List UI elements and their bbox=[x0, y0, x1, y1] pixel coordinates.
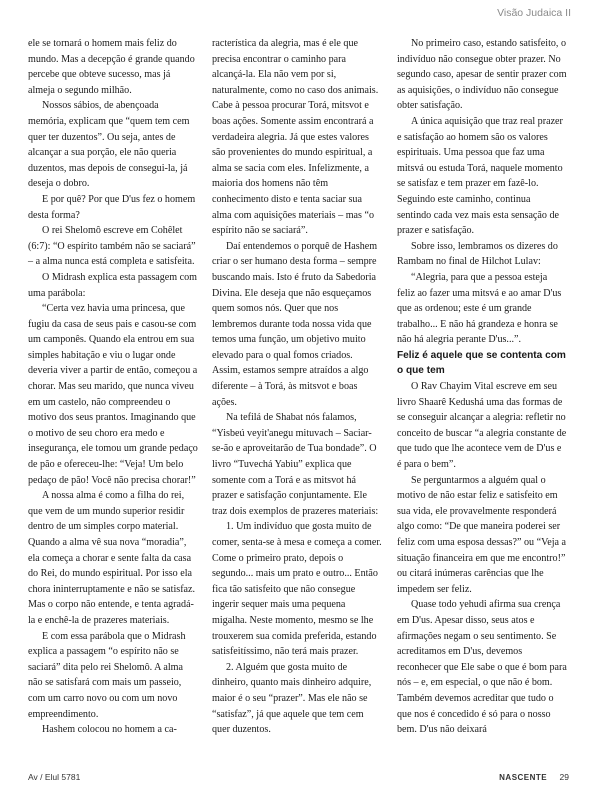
page-number: 29 bbox=[559, 772, 569, 782]
paragraph: 2. Alguém que gosta muito de dinheiro, quanto mais dinheiro adquire, maior é o seu “prazer”. Mas ele não se “satisfaz”, já que aquele que tem cem quer duzentos. bbox=[212, 661, 372, 736]
paragraph: Nossos sábios, de abençoada memória, explicam que “quem tem cem quer ter duzentos”. Ou seja, antes de alcançar a sua porção, ele não queria duzentos, mas depois de consegui-la, já deseja o dobro. bbox=[28, 100, 190, 190]
paragraph: A única aquisição que traz real prazer e satisfação ao homem são os valores espirituais. Uma pessoa que faz uma mitsvá ou estuda Torá, naquele momento se satisfaz e tem prazer em fazê-lo. Seguindo este caminho, continua sentindo cada vez mais esta sensação de prazer e satisfação. bbox=[397, 115, 563, 237]
paragraph: Hashem colocou no homem a ca- bbox=[42, 724, 177, 736]
paragraph: Daí entendemos o porquê de Hashem criar o ser humano desta forma – sempre buscando mais. Isto é fruto da Sabedoria Divina. Ele deseja que não esqueçamos quem somos nós. Quer que nos lembremos durante toda nossa vida que temos uma função, um objetivo muito elevado para o qual fomos criados. Assim, estamos sempre atraídos a algo diferente – à Torá, às mitsvot e boas ações. bbox=[212, 240, 378, 408]
column-3 bbox=[397, 36, 567, 738]
paragraph: No primeiro caso, estando satisfeito, o indivíduo não consegue obter prazer. No segundo caso, apesar de sentir prazer com as aquisições, o indivíduo não consegue obter satisfação. bbox=[397, 38, 567, 112]
magazine-logo: NASCENTE bbox=[499, 773, 548, 782]
column-1 bbox=[28, 36, 198, 738]
paragraph: Sobre isso, lembramos os dizeres do Rambam no final de Hilchot Lulav: bbox=[397, 240, 558, 268]
paragraph: “Certa vez havia uma princesa, que fugiu da casa de seus pais e casou-se com um camponês. Quando ela entrou em sua simples habitação e viu o lugar onde deveria viver a partir de então, começou a chorar. Mas seu marido, que nunca viveu em um castelo, não compreendeu o motivo dos seus prantos. Imaginando que o motivo de seu choro era medo e insegurança, ele tomou um grande pedaço de pão e ofereceu-lhe: “Veja! Um belo pedaço de pão! Você não precisa chorar!” bbox=[28, 303, 198, 486]
paragraph: racterística da alegria, mas é ele que precisa encontrar o caminho para alcançá-la. Ela não vem por si, naturalmente, como no caso dos animais. Cabe à pessoa procurar Torá, mitsvot e boas ações. Somente assim encontrará a verdadeira alegria. Já que estes valores são provenientes do mundo espiritual, a alma se sacia com eles. Infelizmente, a maioria dos homens não têm conhecimento disto e tenta saciar sua alma com aquisições materiais – mas “o espírito não se saciará”. bbox=[212, 38, 379, 237]
paragraph: O Midrash explica esta passagem com uma parábola: bbox=[28, 271, 198, 299]
paragraph: Se perguntarmos a alguém qual o motivo de não estar feliz e satisfeito em sua vida, ele provavelmente responderá algo como: “De que maneira poderei ser feliz com uma esposa dessas?” ou “Veja a situação financeira em que me encontro!” ou citará inúmeras carências que lhe impedem ser feliz. bbox=[397, 474, 567, 595]
paragraph: E com essa parábola que o Midrash explica a passagem “o espírito não se saciará” dita pelo rei Shelomô. A alma não se satisfará com mais um passeio, com um carro novo ou com um novo empreendimento. bbox=[28, 630, 186, 720]
paragraph: Na tefilá de Shabat nós falamos, “Yisbeú veyit'anegu mituvach – Saciar-se-ão e aproveitarão de Tua bondade”. O livro “Tuvechá Yabiu” explica que somente com a Torá e as mitsvot há prazer e satisfação conjuntamente. Ele traz dois exemplos de prazeres materiais: bbox=[212, 412, 379, 517]
paragraph: 1. Um indivíduo que gosta muito de comer, senta-se à mesa e começa a comer. Come o primeiro prato, depois o segundo... mais um prato e outro... Então fica tão satisfeito que não consegue ingerir sequer mais uma pequena migalha. Neste momento, mesmo se lhe trouxerem sua comida preferida, estando satisfeitíssimo, não terá mais prazer. bbox=[212, 521, 382, 658]
paragraph: O rei Shelomô escreve em Cohêlet (6:7): “O espírito também não se saciará” – a alma nunca está completa e satisfeita. bbox=[28, 225, 196, 268]
quote-paragraph: “Alegria, para que a pessoa esteja feliz ao fazer uma mitsvá e ao amar D'us que as ordenou; este é um grande trabalho... E não há grandeza e honra se não há alegria perante D'us...”. bbox=[397, 271, 562, 346]
column-2 bbox=[212, 36, 382, 738]
issue-date: Av / Elul 5781 bbox=[28, 772, 81, 782]
paragraph: E por quê? Por que D'us fez o homem desta forma? bbox=[28, 193, 196, 221]
paragraph: Quase todo yehudi afirma sua crença em D'us. Apesar disso, seus atos e afirmações negam o seu sentimento. Se acreditamos em D'us, devemos reconhecer que Ele sabe o que é bom para nós – e, em especial, o que não é bom. Também devemos acreditar que tudo o que nos é concedido é só para o nosso bem. D'us não deixará bbox=[397, 599, 567, 736]
running-header: Visão Judaica II bbox=[497, 7, 571, 19]
section-heading: Feliz é aquele que se contenta com o que tem bbox=[397, 349, 566, 377]
paragraph: A nossa alma é como a filha do rei, que vem de um mundo superior residir dentro de um simples corpo material. Quando a alma vê sua nova “moradia”, ela começa a chorar e sente falta da casa do Rei, do mundo espiritual. Por isso ela chora ininterruptamente e não se satisfaz. Mas o corpo não entende, e tenta agradá-la e enchê-la de prazeres materiais. bbox=[28, 490, 196, 626]
footer-right bbox=[499, 772, 569, 782]
paragraph: ele se tornará o homem mais feliz do mundo. Mas a decepção é grande quando percebe que obteve sucesso, mas já almeja o segundo milhão. bbox=[28, 38, 195, 96]
paragraph: O Rav Chayim Vital escreve em seu livro Shaarê Kedushá uma das formas de se conseguir alcançar a alegria: refletir no conceito de buscar “a alegria constante de que tudo que lhe acontece vem de D'us e é para o bem”. bbox=[397, 381, 567, 471]
